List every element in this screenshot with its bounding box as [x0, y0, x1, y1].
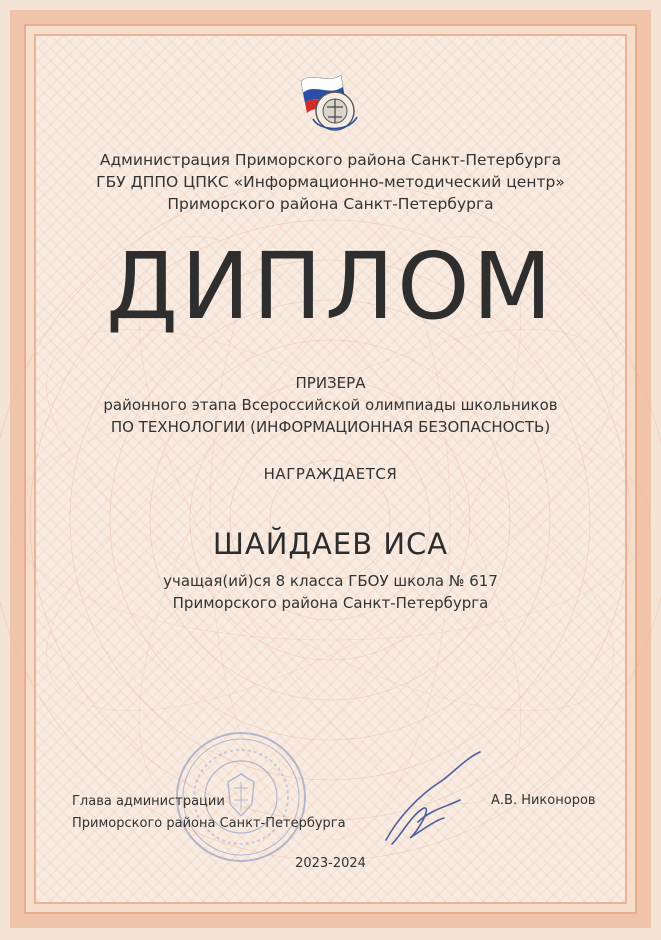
diploma-title: ДИПЛОМ [106, 233, 555, 340]
prize-line-2: районного этапа Всероссийской олимпиады школьников [103, 396, 558, 414]
olympiad-emblem [291, 67, 373, 135]
org-line-2: ГБУ ДППО ЦПКС «Информационно-методический центр» [96, 173, 565, 191]
awarded-label: НАГРАЖДАЕТСЯ [263, 465, 398, 483]
org-line-3: Приморского района Санкт-Петербурга [167, 195, 494, 213]
academic-year: 2023-2024 [295, 856, 366, 871]
prize-line-1: ПРИЗЕРА [295, 374, 366, 392]
signatory-position [72, 791, 346, 835]
prize-line-3: ПО ТЕХНОЛОГИИ (ИНФОРМАЦИОННАЯ БЕЗОПАСНОСТЬ) [110, 418, 551, 436]
recipient-details [0, 570, 661, 614]
signatory-line-1: Глава администрации [72, 794, 225, 809]
organization-header [0, 149, 661, 215]
signatory-line-2: Приморского района Санкт-Петербурга [72, 816, 346, 831]
handwritten-signature [378, 748, 488, 858]
recipient-line-2: Приморского района Санкт-Петербурга [172, 594, 489, 612]
recipient-name: ШАЙДАЕВ ИСА [212, 527, 449, 561]
signatory-name: А.В. Никоноров [491, 793, 596, 808]
recipient-line-1: учащая(ий)ся 8 класса ГБОУ школа № 617 [163, 572, 498, 590]
prize-description [0, 372, 661, 438]
org-line-1: Администрация Приморского района Санкт-Петербурга [99, 151, 562, 169]
